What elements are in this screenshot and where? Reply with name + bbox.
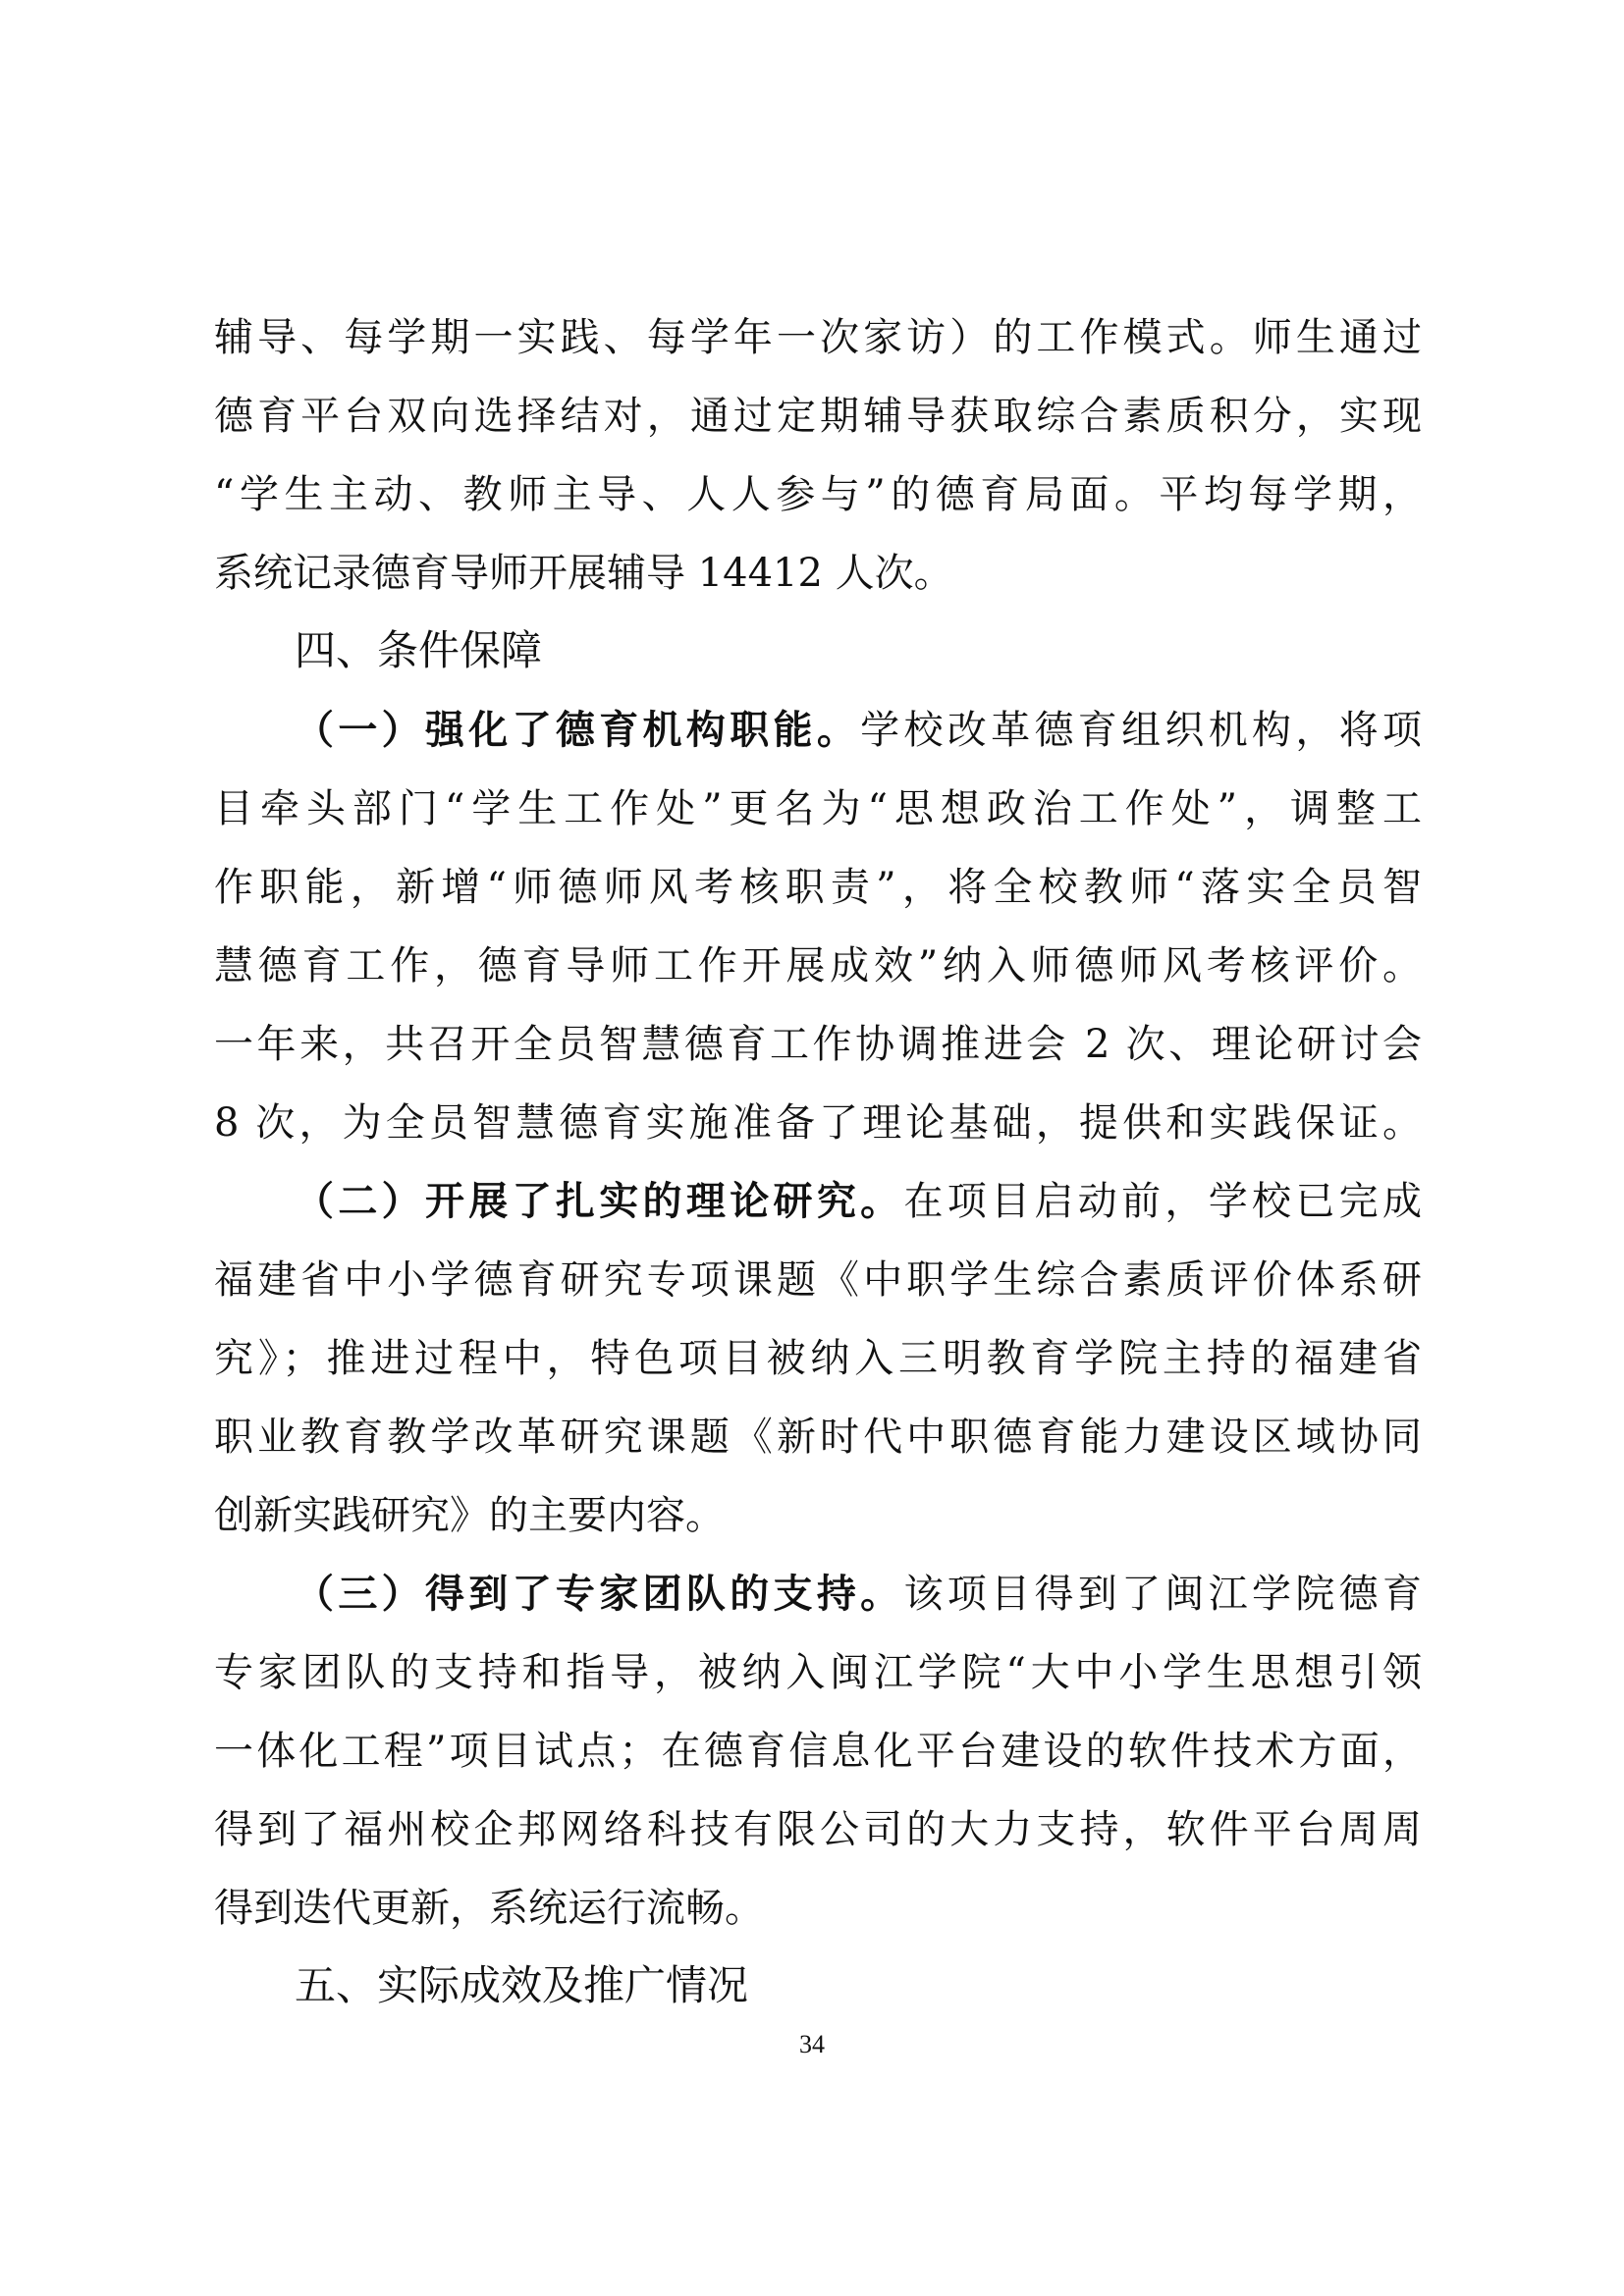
- section4-heading: 四、条件保障: [295, 626, 543, 674]
- item2-line-3: 究》；推进过程中，特色项目被纳入三明教育学院主持的福建省: [214, 1336, 1422, 1381]
- item3-line-5: 得到迭代更新，系统运行流畅。: [214, 1886, 764, 1931]
- item2-first-rest: 在项目启动前，学校已完成: [903, 1179, 1423, 1224]
- page-number: 34: [799, 2030, 825, 2058]
- item3-line-3: 一体化工程”项目试点；在德育信息化平台建设的软件技术方面，: [214, 1729, 1422, 1774]
- item1-line-2: 目牵头部门“学生工作处”更名为“思想政治工作处”，调整工: [214, 786, 1422, 831]
- item2-first-line: [295, 1176, 1422, 1227]
- item3-first-rest: 该项目得到了闽江学院德育: [903, 1572, 1423, 1617]
- item3-bold-lead: （三）得到了专家团队的支持。: [295, 1572, 904, 1617]
- paragraph1-line-3: “学生主动、教师主导、人人参与”的德育局面。平均每学期，: [214, 472, 1422, 517]
- item1-bold-lead: （一）强化了德育机构职能。: [295, 708, 861, 753]
- item2-line-2: 福建省中小学德育研究专项课题《中职学生综合素质评价体系研: [214, 1257, 1422, 1303]
- item1-line-4: 慧德育工作，德育导师工作开展成效”纳入师德师风考核评价。: [214, 943, 1422, 988]
- item2-bold-lead: （二）开展了扎实的理论研究。: [295, 1179, 904, 1224]
- item2-line-4: 职业教育教学改革研究课题《新时代中职德育能力建设区域协同: [214, 1415, 1422, 1460]
- paragraph1-line-4: 系统记录德育导师开展辅导 14412 人次。: [214, 551, 953, 596]
- item1-first-line: [295, 705, 1422, 756]
- paragraph1-line-1: 辅导、每学期一实践、每学年一次家访）的工作模式。师生通过: [214, 315, 1422, 360]
- item3-first-line: [295, 1569, 1422, 1620]
- item1-line-5: 一年来，共召开全员智慧德育工作协调推进会 2 次、理论研讨会: [214, 1022, 1422, 1067]
- item1-line-3: 作职能，新增“师德师风考核职责”，将全校教师“落实全员智: [214, 865, 1422, 910]
- item2-line-5: 创新实践研究》的主要内容。: [214, 1493, 725, 1538]
- section5-heading: 五、实际成效及推广情况: [295, 1961, 749, 2009]
- item3-line-2: 专家团队的支持和指导，被纳入闽江学院“大中小学生思想引领: [214, 1650, 1422, 1695]
- item3-line-4: 得到了福州校企邦网络科技有限公司的大力支持，软件平台周周: [214, 1807, 1422, 1852]
- paragraph1-line-2: 德育平台双向选择结对，通过定期辅导获取综合素质积分，实现: [214, 394, 1422, 439]
- item1-first-rest: 学校改革德育组织机构，将项: [860, 708, 1423, 753]
- item1-line-6: 8 次，为全员智慧德育实施准备了理论基础，提供和实践保证。: [214, 1100, 1422, 1146]
